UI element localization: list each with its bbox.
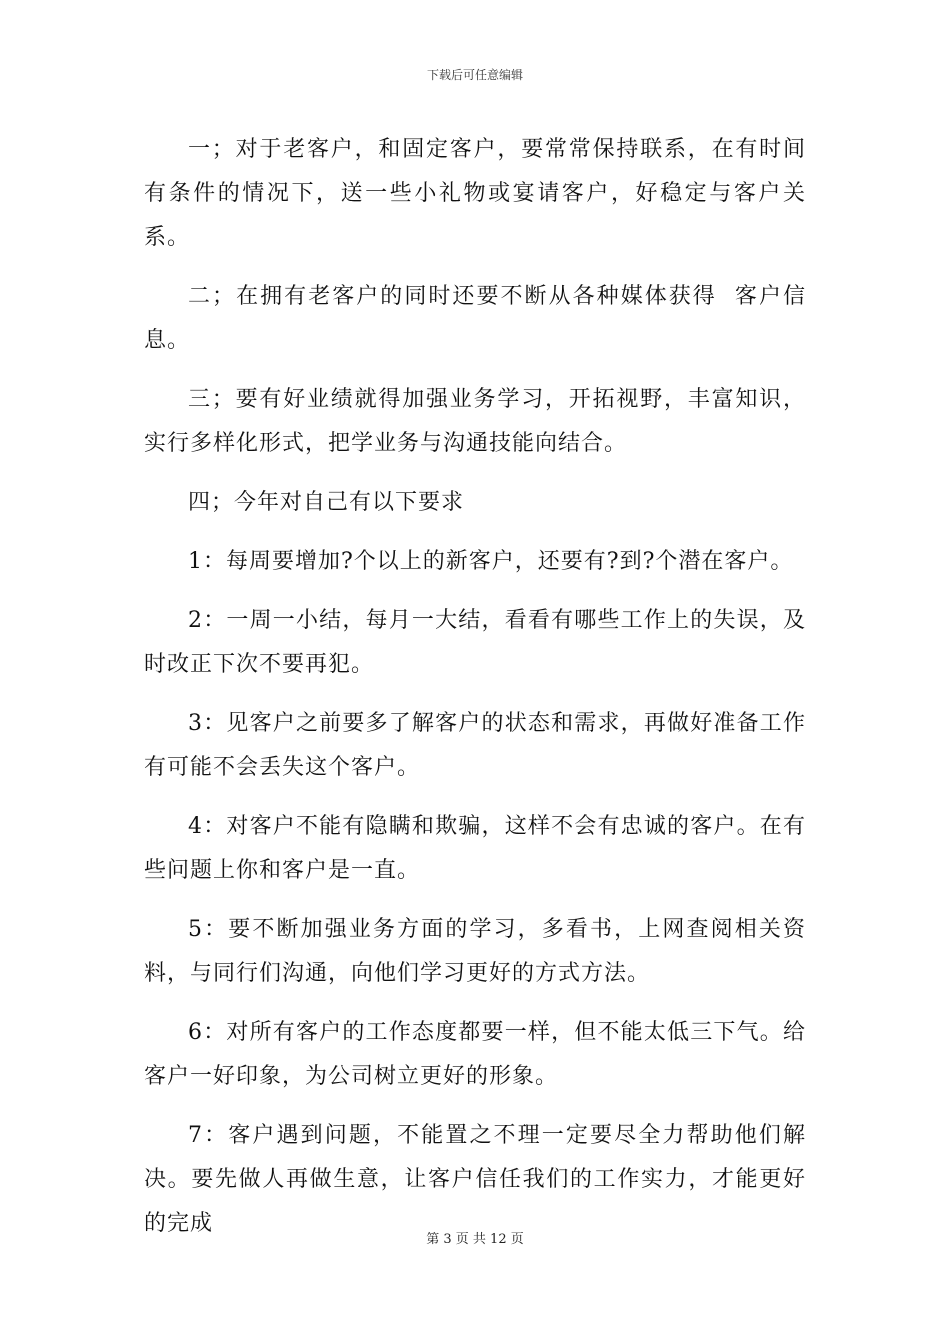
paragraph-5: 1：每周要增加?个以上的新客户，还要有?到?个潜在客户。 xyxy=(188,549,794,574)
paragraph-11: 7：客户遇到问题，不能置之不理一定要尽全力帮助他们解决。要先做人再做生意，让客户信任我们的工作实力，才能更好的完成 xyxy=(144,1123,806,1236)
document-body xyxy=(144,128,806,1246)
page-header: 下载后可任意编辑 xyxy=(426,68,523,82)
paragraph-7: 3：见客户之前要多了解客户的状态和需求，再做好准备工作有可能不会丢失这个客户。 xyxy=(144,711,806,780)
paragraph-6: 2：一周一小结，每月一大结，看看有哪些工作上的失误，及时改正下次不要再犯。 xyxy=(144,608,806,677)
paragraph-3: 三；要有好业绩就得加强业务学习，开拓视野，丰富知识，实行多样化形式，把学业务与沟通技能向结合。 xyxy=(144,387,806,456)
paragraph-9: 5：要不断加强业务方面的学习，多看书，上网查阅相关资料，与同行们沟通，向他们学习更好的方式方法。 xyxy=(144,917,806,986)
paragraph-1: 一；对于老客户，和固定客户，要常常保持联系，在有时间有条件的情况下，送一些小礼物或宴请客户，好稳定与客户关系。 xyxy=(144,137,806,250)
page-number-footer: 第 3 页 共 12 页 xyxy=(426,1232,524,1247)
paragraph-4: 四；今年对自己有以下要求 xyxy=(188,490,465,515)
paragraph-2: 二；在拥有老客户的同时还要不断从各种媒体获得 客户信息。 xyxy=(144,284,806,353)
paragraph-8: 4：对客户不能有隐瞒和欺骗，这样不会有忠诚的客户。在有些问题上你和客户是一直。 xyxy=(144,814,806,883)
paragraph-10: 6：对所有客户的工作态度都要一样，但不能太低三下气。给客户一好印象，为公司树立更好的形象。 xyxy=(144,1020,806,1089)
